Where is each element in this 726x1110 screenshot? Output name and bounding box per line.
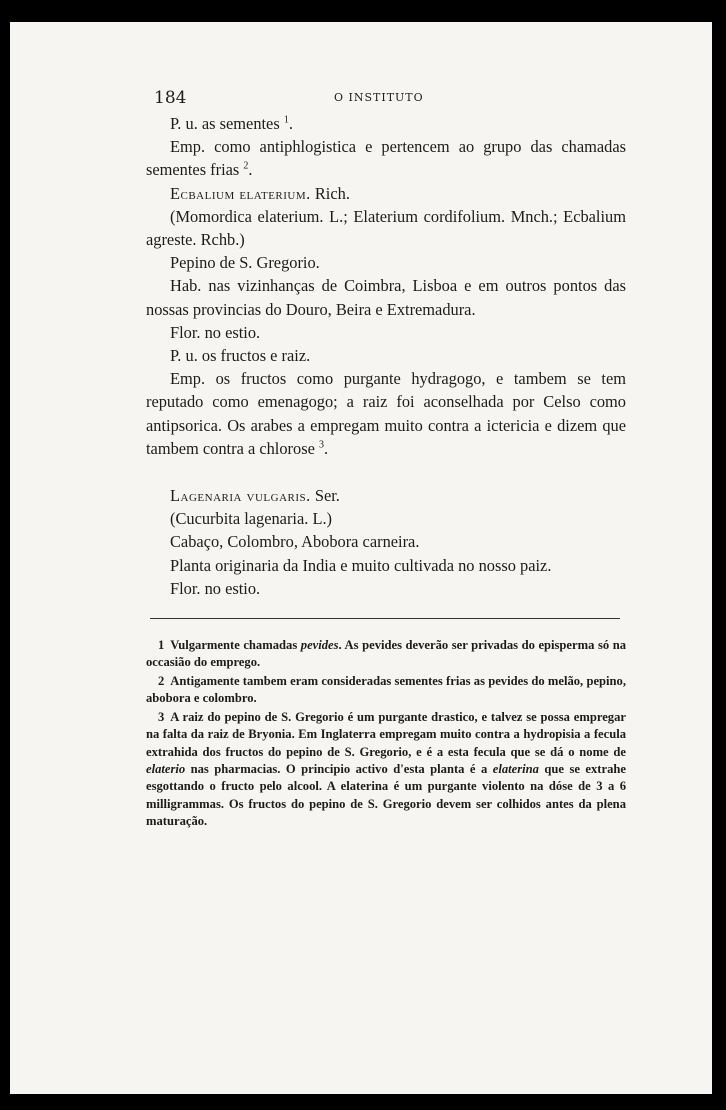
text: nas pharmacias. O principio activo d'esta planta é a xyxy=(185,761,493,776)
italic-text: elaterina xyxy=(492,761,539,776)
text: . xyxy=(248,160,253,180)
footnote-1 xyxy=(146,637,626,672)
page-number: 184 xyxy=(154,88,187,108)
text: . xyxy=(288,114,293,133)
species-name: Lagenaria vulgaris. xyxy=(170,486,311,506)
italic-text: elaterio xyxy=(146,761,186,776)
species-author: Ser. xyxy=(310,486,340,506)
footnotes xyxy=(146,637,626,830)
italic-text: pevides xyxy=(300,638,339,653)
footnote-ref: 3 xyxy=(318,439,324,451)
paragraph-flowering: Flor. no estio. xyxy=(170,322,261,342)
paragraph-parts-used-2: P. u. os fructos e raiz. xyxy=(170,346,311,366)
paragraph-flowering-2: Flor. no estio. xyxy=(170,578,261,598)
species-name: Ecbalium elaterium. xyxy=(170,183,311,203)
paragraph-common-name: Pepino de S. Gregorio. xyxy=(170,253,320,273)
paragraph-parts-used xyxy=(146,112,626,135)
paragraph-common-names-2: Cabaço, Colombro, Abobora carneira. xyxy=(170,532,420,552)
paragraph-synonyms: (Momordica elaterium. L.; Elaterium cordifolium. Mnch.; Ecbalium agreste. Rchb.) xyxy=(146,206,626,250)
species-heading-ecbalium xyxy=(146,182,626,205)
species-heading-lagenaria xyxy=(146,484,626,507)
footnote-ref: 2 xyxy=(243,160,249,172)
paragraph-synonyms-2: (Cucurbita lagenaria. L.) xyxy=(170,509,333,529)
paragraph-use xyxy=(146,135,626,181)
text: P. u. as sementes xyxy=(170,114,280,133)
text: Vulgarmente chamadas xyxy=(170,638,301,653)
footnote-rule xyxy=(150,618,620,619)
page-content xyxy=(146,84,626,832)
text: que se extrahe esgottando o fructo pelo alcool. A elaterina é um purgante violento na dóse de 3 a 6 milligrammas. Os fructos do pepino de S. Gregorio devem ser colhidos antes da plena maturação. xyxy=(146,761,626,829)
text: . As pevides deverão ser privadas do episperma só na occasião do emprego. xyxy=(146,638,627,670)
footnote-number: 2 xyxy=(158,673,165,688)
running-head xyxy=(146,84,626,112)
text: . xyxy=(323,438,329,458)
footnote-number: 3 xyxy=(158,709,165,724)
paragraph-use-2 xyxy=(146,367,626,460)
book-page xyxy=(10,22,712,1094)
footnote-number: 1 xyxy=(158,638,165,653)
paragraph-habitat: Hab. nas vizinhanças de Coimbra, Lisboa e em outros pontos das nossas provincias do Douro, Beira e Extremadura. xyxy=(146,276,626,319)
text: Emp. como antiphlogistica e pertencem ao grupo das chamadas sementes frias xyxy=(146,137,626,180)
footnote-3 xyxy=(146,709,626,831)
text: A raiz do pepino de S. Gregorio é um purgante drastico, e talvez se possa empregar na falta da raiz de Bryonia. Em Inglaterra empregam muito contra a hydropisia a fecula extrahida dos fructos do pepino de S. Gregorio, e é a esta fecula que se dá o nome de xyxy=(146,709,626,759)
species-author: Rich. xyxy=(310,183,350,203)
text: Emp. os fructos como purgante hydragogo, e tambem se tem reputado como emenagogo; a raiz foi aconselhada por Celso como antipsorica. Os arabes a empregam muito contra a ictericia e dizem que tambem contra a chlorose xyxy=(146,369,626,458)
paragraph-origin: Planta originaria da India e muito cultivada no nosso paiz. xyxy=(170,555,552,575)
footnote-2 xyxy=(146,673,626,708)
main-text xyxy=(146,112,626,600)
footnote-ref: 1 xyxy=(283,114,289,126)
journal-title: O INSTITUTO xyxy=(334,91,424,104)
text: Antigamente tambem eram consideradas sementes frias as pevides do melão, pepino, abobora e colombro. xyxy=(146,673,626,706)
section-gap xyxy=(146,460,626,484)
